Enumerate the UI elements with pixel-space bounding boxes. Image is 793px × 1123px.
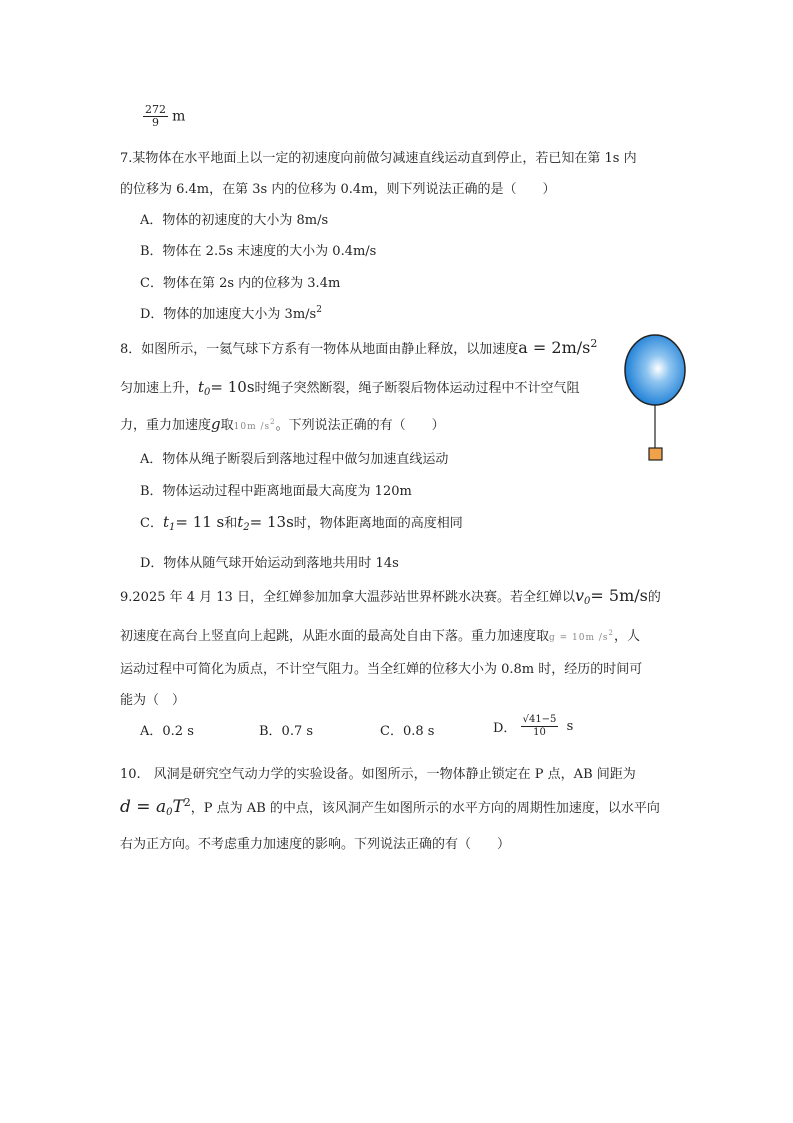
q7-option-b: B．物体在 2.5s 末速度的大小为 0.4m/s — [140, 244, 377, 259]
q8-t0-sub: 0 — [204, 387, 211, 398]
balloon — [625, 335, 685, 405]
q8-acceleration-math: a = 2m/s — [518, 338, 591, 357]
q9-line1-text: 9.2025 年 4 月 13 日，全红婵参加加拿大温莎站世界杯跳水决赛。若全红婵以 — [120, 590, 575, 605]
q9-option-d-denominator: 10 — [533, 727, 546, 738]
q10-line3: 右为正方向。不考虑重力加速度的影响。下列说法正确的有（ ） — [120, 837, 511, 852]
q9-option-d-numerator: √41−5 — [522, 714, 557, 725]
q7-line1: 7.某物体在水平地面上以一定的初速度向前做匀减速直线运动直到停止，若已知在第 1s 内 — [120, 151, 637, 166]
q9-g-value: g = 10m /s — [549, 633, 609, 643]
q9-line3: 运动过程中可简化为质点，不计空气阻力。当全红婵的位移大小为 0.8m 时，经历的时间可 — [120, 662, 643, 677]
q9-v0-value: = 5m/s — [590, 586, 648, 605]
fraction-unit: m — [172, 108, 186, 125]
q8-t0-symbol: t — [198, 378, 205, 396]
q8-line2-prefix: 匀加速上升， — [120, 381, 199, 396]
q8-t1-symbol: t — [162, 513, 169, 531]
q9-option-d-fraction — [521, 714, 559, 739]
q10-T-symbol: T — [172, 797, 184, 817]
q9-line2-suffix: ，人 — [614, 629, 641, 644]
q9-option-c: C．0.8 s — [380, 724, 435, 739]
q8-g-value: 10m /s — [233, 422, 271, 432]
q9-line1 — [120, 586, 661, 607]
q8-t0-value: = 10s — [210, 378, 255, 396]
fraction-numerator: 272 — [145, 103, 166, 116]
q10-line2-suffix: ，P 点为 AB 的中点，该风洞产生如图所示的水平方向的周期性加速度，以水平向 — [190, 801, 660, 816]
q7-line2: 的位移为 6.4m，在第 3s 内的位移为 0.4m，则下列说法正确的是（ ） — [120, 182, 556, 197]
q9-v0-symbol: v — [574, 586, 585, 605]
q8-option-b: B．物体运动过程中距离地面最大高度为 120m — [140, 484, 412, 499]
q7-option-d-sup: 2 — [316, 305, 322, 315]
fraction-denominator: 9 — [152, 116, 159, 129]
q9-line2-text: 初速度在高台上竖直向上起跳，从距水面的最高处自由下落。重力加速度取 — [120, 629, 550, 644]
q8-line3-prefix: 力，重力加速度 — [120, 418, 212, 433]
q8-t2-value: = 13s — [249, 513, 294, 531]
q8-line2-suffix: 时绳子突然断裂，绳子断裂后物体运动过程中不计空气阻 — [254, 381, 580, 396]
q8-line3 — [120, 414, 445, 433]
q7-option-c: C．物体在第 2s 内的位移为 3.4m — [140, 276, 341, 291]
q10-a0-symbol: = a — [130, 797, 167, 817]
q8-t2-symbol: t — [237, 513, 244, 531]
q8-t2-sub: 2 — [243, 522, 250, 533]
q9-option-d — [493, 714, 573, 739]
q8-g-value-sup: 2 — [270, 418, 276, 426]
q9-option-d-unit: s — [566, 719, 574, 734]
q9-option-a: A．0.2 s — [140, 724, 194, 739]
q7-option-d — [140, 303, 322, 322]
balloon-figure — [620, 330, 692, 465]
q8-line3-mid: 取 — [220, 418, 234, 433]
q10-d-symbol: d — [120, 797, 131, 817]
q8-option-a: A．物体从绳子断裂后到落地过程中做匀加速直线运动 — [140, 452, 449, 467]
q9-v0-sub: 0 — [584, 596, 591, 607]
fraction — [143, 104, 168, 129]
q9-option-d-prefix: D． — [493, 721, 517, 736]
q7-option-a: A．物体的初速度的大小为 8m/s — [140, 213, 329, 228]
q8-t1-sub: 1 — [168, 522, 176, 533]
q8-and: 和 — [224, 516, 238, 531]
q10-line2 — [120, 796, 660, 818]
q8-g-symbol: g — [211, 415, 221, 433]
q8-line3-suffix: 。下列说法正确的有（ ） — [275, 418, 445, 433]
q8-option-c — [140, 512, 463, 533]
q8-t1-value: = 11 s — [175, 513, 225, 531]
q9-option-b: B．0.7 s — [259, 724, 314, 739]
q8-option-c-suffix: 时，物体距离地面的高度相同 — [293, 516, 463, 531]
q8-line1 — [120, 337, 597, 357]
q10-a0-sub: 0 — [166, 807, 173, 818]
q10-T-sup: 2 — [183, 796, 191, 809]
q9-line4: 能为（ ） — [120, 693, 186, 708]
q8-line1-text: 8．如图所示，一氦气球下方系有一物体从地面由静止释放，以加速度 — [120, 342, 519, 357]
q10-line1: 10. 风洞是研究空气动力学的实验设备。如图所示，一物体静止锁定在 P 点，AB 间距为 — [120, 767, 636, 782]
q8-line2 — [120, 377, 580, 398]
q9-g-value-sup: 2 — [608, 629, 615, 637]
q7-option-d-text: D．物体的加速度大小为 3m/s — [140, 307, 317, 322]
q8-acceleration-sup: 2 — [590, 337, 598, 350]
q8-option-d: D．物体从随气球开始运动到落地共用时 14s — [140, 556, 399, 571]
q9-line2 — [120, 625, 640, 644]
hanging-object — [649, 448, 662, 460]
q9-line1-suffix: 的 — [647, 590, 661, 605]
top-fraction-answer — [143, 104, 185, 129]
q8-option-c-prefix: C． — [140, 516, 163, 531]
